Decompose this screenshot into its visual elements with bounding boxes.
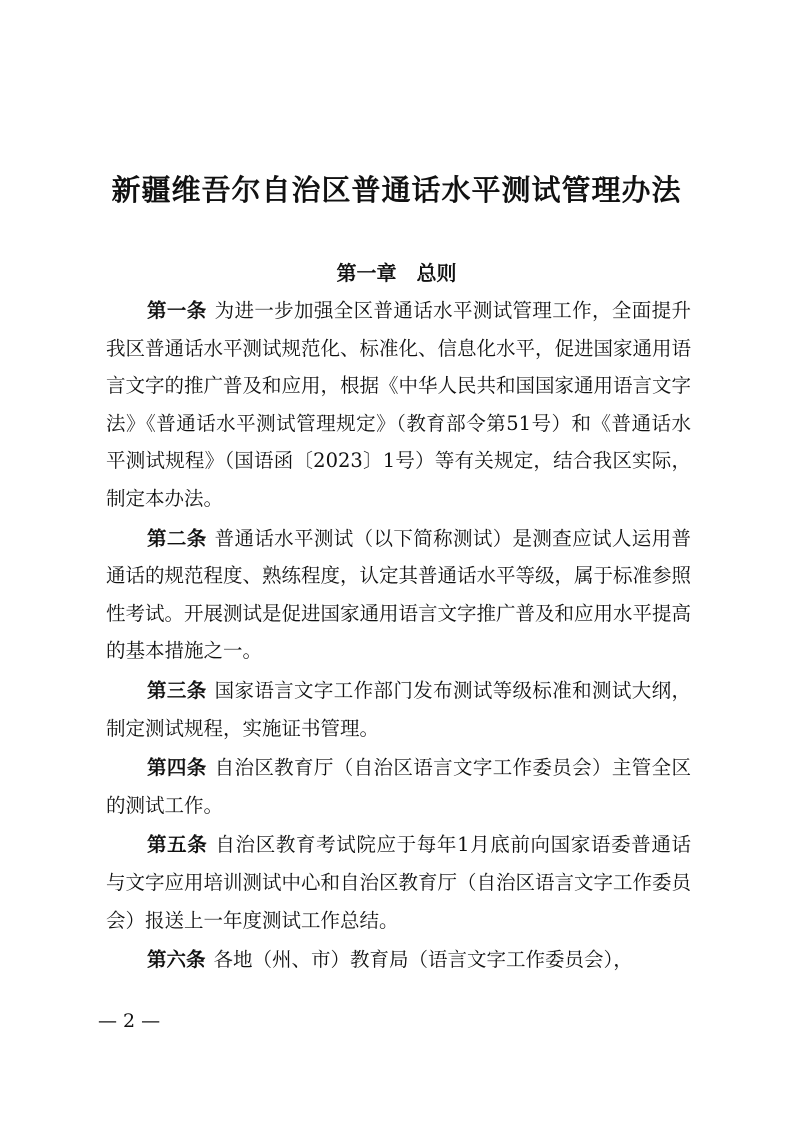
article-paragraph: [106, 941, 691, 979]
page-number: — 2 —: [98, 1010, 161, 1032]
article-paragraph: [106, 520, 691, 670]
article-text: 普通话水平测试（以下简称测试）是测查应试人运用普通话的规范程度、熟练程度，认定其普通话水平等级，属于标准参照性考试。开展测试是促进国家通用语言文字推广普及和应用水平提高的基本措施之一。: [106, 526, 692, 663]
article-text: 各地（州、市）教育局（语言文字工作委员会），: [213, 948, 633, 972]
article-text: 自治区教育厅（自治区语言文字工作委员会）主管全区的测试工作。: [106, 756, 691, 817]
article-label: 第四条: [147, 756, 207, 780]
article-text: 为进一步加强全区普通话水平测试管理工作，全面提升我区普通话水平测试规范化、标准化、信息化水平，促进国家通用语言文字的推广普及和应用，根据《中华人民共和国国家通用语言文字法》《普通话水平测试管理规定》（教育部令第51号）和《普通话水平测试规程》（国语函〔2023〕1号）等有关规定，结合我区实际，制定本办法。: [106, 299, 692, 510]
article-paragraph: [106, 292, 691, 518]
chapter-heading: 第一章 总则: [336, 261, 457, 285]
document-body: [106, 292, 691, 981]
article-paragraph: [106, 672, 691, 747]
document-title: 新疆维吾尔自治区普通话水平测试管理办法: [111, 173, 682, 207]
article-label: 第六条: [147, 948, 206, 972]
article-label: 第三条: [147, 678, 207, 702]
article-label: 第五条: [147, 833, 208, 857]
article-label: 第一条: [147, 299, 207, 322]
article-text: 国家语言文字工作部门发布测试等级标准和测试大纲，制定测试规程，实施证书管理。: [106, 678, 691, 740]
article-label: 第二条: [147, 526, 207, 550]
article-paragraph: [106, 826, 691, 939]
article-text: 自治区教育考试院应于每年1月底前向国家语委普通话与文字应用培训测试中心和自治区教育厅（自治区语言文字工作委员会）报送上一年度测试工作总结。: [106, 833, 692, 932]
article-paragraph: [106, 749, 691, 824]
